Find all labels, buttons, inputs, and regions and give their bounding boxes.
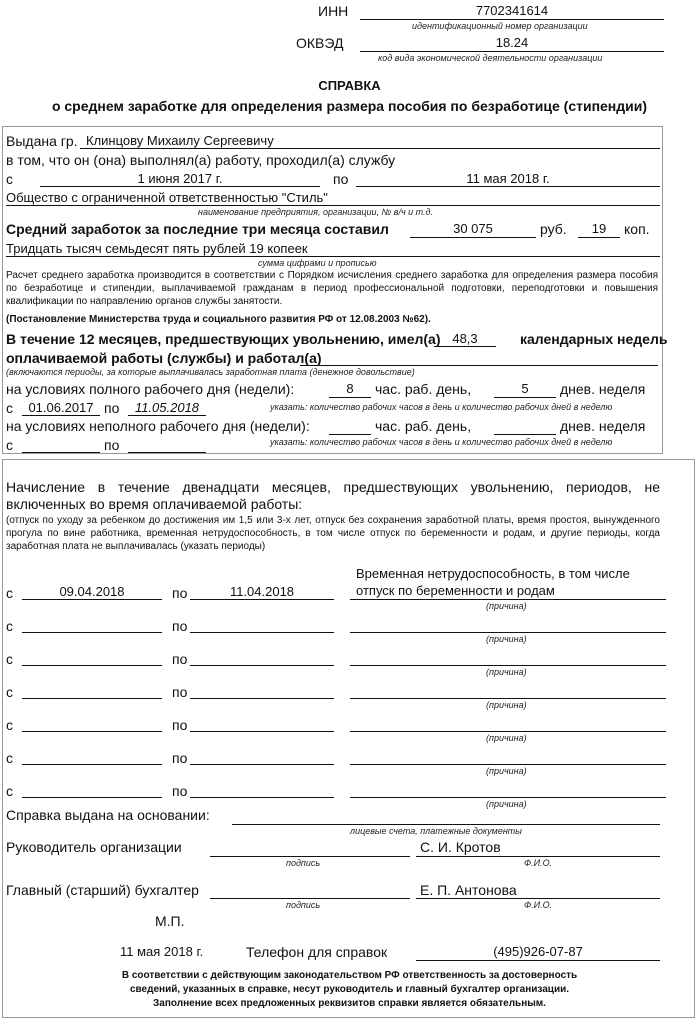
footer-line-3: Заполнение всех предложенных реквизитов справки является обязательным. bbox=[153, 998, 546, 1009]
exclusion-reason-caption: (причина) bbox=[486, 700, 527, 710]
weeks-value-line bbox=[434, 346, 496, 347]
exclusion-from-line bbox=[22, 698, 162, 699]
accountant-name: Е. П. Антонова bbox=[420, 882, 517, 898]
exclusion-from-label: с bbox=[6, 585, 13, 601]
head-sign-caption: подпись bbox=[286, 858, 321, 868]
inn-line bbox=[360, 19, 664, 20]
part-from-label: с bbox=[6, 437, 13, 453]
full-to-value: 11.05.2018 bbox=[134, 400, 200, 415]
exclusion-from-label: с bbox=[6, 717, 13, 733]
exclusion-from-line bbox=[22, 665, 162, 666]
exclusions-note: (отпуск по уходу за ребенком до достижения им 1,5 или 3-х лет, отпуск без сохранения заработной платы, время простоя, вынужденного прогула по вине работника, временная нетрудоспособность, в том числе отпуск по беременности и родам, и другие периоды, когда заработная плата не выплачивалась (указать периоды) bbox=[6, 515, 660, 552]
exclusion-from-label: с bbox=[6, 618, 13, 634]
organization-caption: наименование предприятия, организации, № в/ч и т.д. bbox=[198, 207, 434, 217]
exclusion-to-label: по bbox=[172, 651, 188, 667]
part-hours-line bbox=[329, 434, 371, 435]
period-to-label: по bbox=[333, 171, 349, 187]
earnings-rub-line bbox=[410, 237, 536, 238]
part-hours-label: час. раб. день, bbox=[375, 418, 472, 434]
full-to-line bbox=[128, 415, 206, 416]
inn-label: ИНН bbox=[318, 3, 349, 19]
part-days-line bbox=[494, 434, 556, 435]
weeks-line1-label: В течение 12 месяцев, предшествующих увольнению, имел(а) bbox=[6, 331, 441, 347]
basis-line bbox=[232, 824, 660, 825]
full-from-value: 01.06.2017 bbox=[28, 400, 94, 415]
full-days-value: 5 bbox=[521, 381, 529, 396]
exclusion-to-line bbox=[190, 665, 334, 666]
exclusion-to-label: по bbox=[172, 717, 188, 733]
period-to-value: 11 мая 2018 г. bbox=[466, 171, 550, 186]
accountant-sign-line bbox=[210, 898, 410, 899]
phone-label: Телефон для справок bbox=[246, 944, 388, 960]
full-hours-line bbox=[329, 397, 371, 398]
days-label: днев. неделя bbox=[560, 381, 646, 397]
accountant-label: Главный (старший) бухгалтер bbox=[6, 882, 199, 898]
footer-line-1: В соответствии с действующим законодательством РФ ответственность за достоверность bbox=[121, 970, 578, 981]
exclusion-reason-line bbox=[350, 632, 666, 633]
issue-date: 11 мая 2018 г. bbox=[120, 944, 204, 959]
document-subtitle: о среднем заработке для определения размера пособия по безработице (стипендии) bbox=[51, 98, 648, 114]
accountant-fio-caption: Ф.И.О. bbox=[524, 900, 553, 910]
okved-line bbox=[360, 51, 664, 52]
part-to-label: по bbox=[104, 437, 120, 453]
issued-to-line bbox=[80, 148, 660, 149]
exclusion-to-line bbox=[190, 632, 334, 633]
head-name-line bbox=[416, 856, 660, 857]
full-to-label: по bbox=[104, 400, 120, 416]
full-hours-value: 8 bbox=[346, 381, 354, 396]
exclusion-reason-line bbox=[350, 731, 666, 732]
resolution-note: (Постановление Министерства труда и социального развития РФ от 12.08.2003 №62). bbox=[6, 314, 431, 325]
weeks-note: (включаются периоды, за которые выплачивалась заработная плата (денежное довольствие) bbox=[6, 367, 415, 377]
full-from-line bbox=[22, 415, 100, 416]
full-hint: указать: количество рабочих часов в день и количество рабочих дней в неделю bbox=[270, 402, 613, 412]
exclusion-reason-line bbox=[350, 665, 666, 666]
exclusion-to-label: по bbox=[172, 783, 188, 799]
period-from-label: с bbox=[6, 171, 13, 187]
inn-value: 7702341614 bbox=[475, 3, 549, 18]
rub-label: руб. bbox=[540, 221, 567, 237]
exclusion-from-line bbox=[22, 599, 162, 600]
exclusion-to-line bbox=[190, 764, 334, 765]
issued-to-label: Выдана гр. bbox=[6, 133, 78, 149]
footer-line-2: сведений, указанных в справке, несут руководитель и главный бухгалтер организации. bbox=[129, 984, 570, 995]
part-day-label: на условиях неполного рабочего дня (недели): bbox=[6, 418, 310, 434]
work-text: в том, что он (она) выполнял(а) работу, проходил(а) службу bbox=[6, 152, 396, 168]
kop-label: коп. bbox=[624, 221, 650, 237]
exclusion-reason-line bbox=[350, 797, 666, 798]
exclusion-from-label: с bbox=[6, 750, 13, 766]
exclusion-reason-caption: (причина) bbox=[486, 733, 527, 743]
exclusion-from-line bbox=[22, 797, 162, 798]
weeks-label: календарных недель bbox=[520, 331, 668, 347]
part-days-label: днев. неделя bbox=[560, 418, 646, 434]
exclusion-from-line bbox=[22, 632, 162, 633]
okved-value: 18.24 bbox=[495, 35, 529, 50]
phone-line bbox=[416, 960, 660, 961]
full-days-line bbox=[494, 397, 556, 398]
exclusion-to-line bbox=[190, 698, 334, 699]
exclusion-to-line bbox=[190, 797, 334, 798]
exclusion-to-label: по bbox=[172, 618, 188, 634]
exclusion-from-label: с bbox=[6, 684, 13, 700]
exclusion-reason-line bbox=[350, 698, 666, 699]
inn-caption: идентификационный номер организации bbox=[412, 21, 588, 31]
head-fio-caption: Ф.И.О. bbox=[524, 858, 553, 868]
exclusion-from-line bbox=[22, 731, 162, 732]
accountant-sign-caption: подпись bbox=[286, 900, 321, 910]
full-day-label: на условиях полного рабочего дня (недели): bbox=[6, 381, 295, 397]
head-name: С. И. Кротов bbox=[420, 839, 501, 855]
earnings-words-line bbox=[6, 256, 660, 257]
issued-to-value: Клинцову Михаилу Сергеевичу bbox=[86, 133, 274, 148]
part-from-line bbox=[22, 452, 100, 453]
exclusions-heading-2: включенных во время оплачиваемой работы: bbox=[6, 496, 303, 512]
exclusion-reason-caption: (причина) bbox=[486, 799, 527, 809]
stamp-mark: М.П. bbox=[155, 913, 185, 929]
exclusion-reason-line2: отпуск по беременности и родам bbox=[356, 583, 555, 598]
basis-label: Справка выдана на основании: bbox=[6, 807, 210, 823]
exclusion-from-label: с bbox=[6, 651, 13, 667]
part-to-line bbox=[128, 452, 206, 453]
head-label: Руководитель организации bbox=[6, 839, 182, 855]
okved-caption: код вида экономической деятельности организации bbox=[378, 53, 603, 63]
weeks-line2-label: оплачиваемой работы (службы) и работал(а) bbox=[6, 350, 322, 366]
earnings-words: Тридцать тысяч семьдесят пять рублей 19 копеек bbox=[6, 241, 308, 256]
earnings-kop-line bbox=[578, 237, 620, 238]
organization-value: Общество с ограниченной ответственностью "Стиль" bbox=[6, 190, 328, 205]
part-hint: указать: количество рабочих часов в день и количество рабочих дней в неделю bbox=[270, 437, 613, 447]
exclusion-from-line bbox=[22, 764, 162, 765]
exclusions-heading-1: Начисление в течение двенадцати месяцев, предшествующих увольнению, периодов, не bbox=[6, 479, 660, 495]
exclusion-to-line bbox=[190, 599, 334, 600]
exclusion-reason-caption: (причина) bbox=[486, 634, 527, 644]
earnings-rub-value: 30 075 bbox=[453, 221, 493, 236]
exclusion-reason-caption: (причина) bbox=[486, 766, 527, 776]
exclusion-to-value: 11.04.2018 bbox=[229, 584, 295, 599]
weeks-value: 48,3 bbox=[452, 331, 478, 346]
calc-note: Расчет среднего заработка производится в соответствии с Порядком исчисления среднего заработка для определения размера пособия по безработице и стипендии, выплачиваемой гражданам в период профессиональной подготовки, переподготовки и повышения квалификации по направлению органов службы занятости. bbox=[6, 270, 658, 307]
exclusion-to-label: по bbox=[172, 585, 188, 601]
exclusion-to-label: по bbox=[172, 750, 188, 766]
accountant-name-line bbox=[416, 898, 660, 899]
exclusion-reason-line bbox=[350, 764, 666, 765]
okved-label: ОКВЭД bbox=[296, 35, 344, 51]
phone-value: (495)926-07-87 bbox=[493, 944, 583, 959]
exclusion-reason-caption: (причина) bbox=[486, 601, 527, 611]
weeks-line2-underline bbox=[300, 365, 658, 366]
exclusion-to-line bbox=[190, 731, 334, 732]
exclusion-from-value: 09.04.2018 bbox=[59, 584, 125, 599]
earnings-kop-value: 19 bbox=[591, 221, 607, 236]
period-from-value: 1 июня 2017 г. bbox=[137, 171, 223, 186]
basis-caption: лицевые счета, платежные документы bbox=[350, 826, 522, 836]
period-from-line bbox=[40, 186, 320, 187]
earnings-label: Средний заработок за последние три месяца составил bbox=[6, 221, 389, 237]
period-to-line bbox=[356, 186, 660, 187]
exclusion-reason-line1: Временная нетрудоспособность, в том числе bbox=[356, 566, 630, 581]
exclusion-to-label: по bbox=[172, 684, 188, 700]
full-from-label: с bbox=[6, 400, 13, 416]
head-sign-line bbox=[210, 856, 410, 857]
organization-line bbox=[6, 205, 660, 206]
earnings-words-caption: сумма цифрами и прописью bbox=[258, 258, 377, 268]
document-title: СПРАВКА bbox=[318, 78, 381, 93]
exclusion-reason-line bbox=[350, 599, 666, 600]
exclusion-from-label: с bbox=[6, 783, 13, 799]
hours-label: час. раб. день, bbox=[375, 381, 472, 397]
exclusion-reason-caption: (причина) bbox=[486, 667, 527, 677]
